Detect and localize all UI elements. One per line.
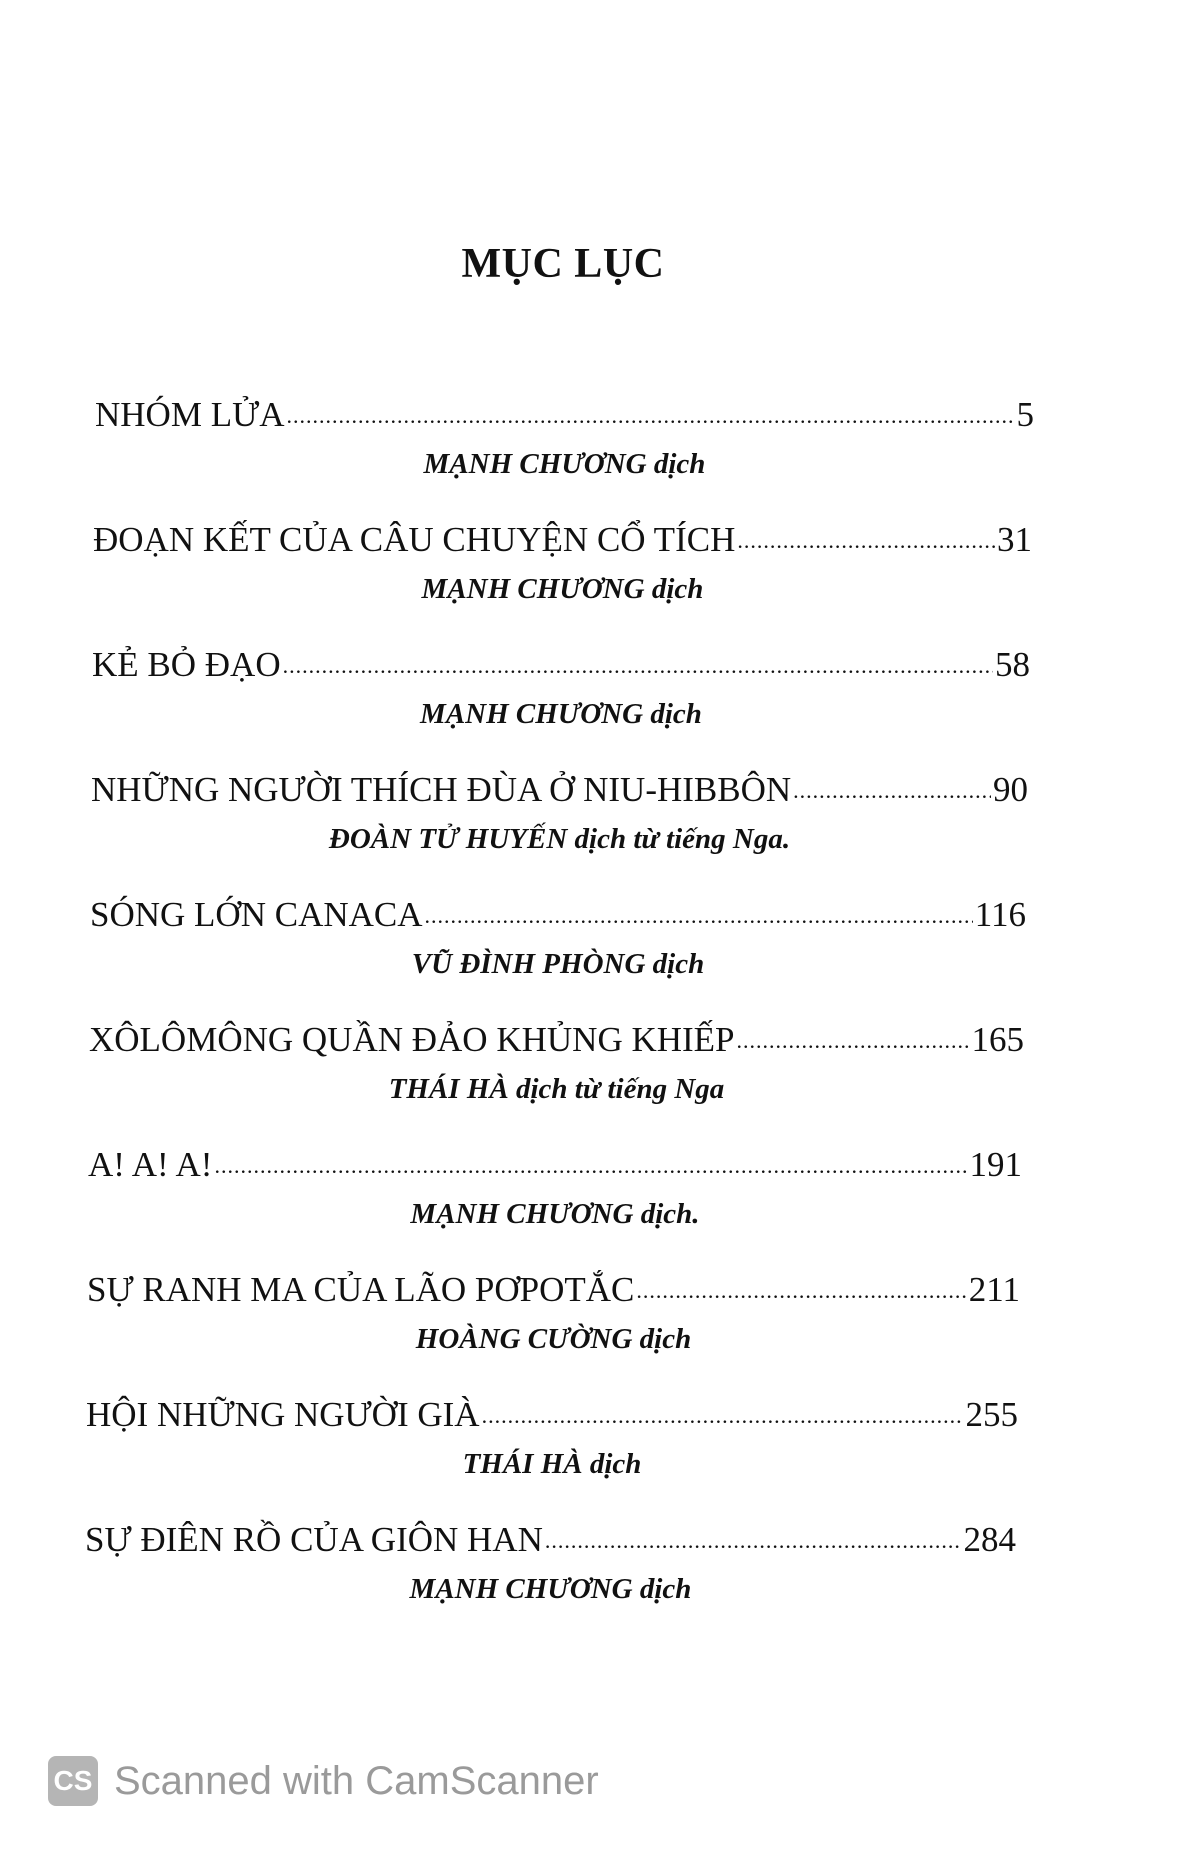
toc-entry [0, 885, 1184, 1010]
toc-entry-line [87, 1260, 1020, 1310]
toc-entry-line [85, 1510, 1016, 1560]
toc-entry-line [91, 760, 1028, 810]
toc-entry [0, 1385, 1184, 1510]
toc-entry-title: SÓNG LỚN CANACA [90, 895, 423, 934]
toc-entry-line [90, 885, 1026, 935]
toc-entry-translator: MẠNH CHƯƠNG dịch [421, 573, 704, 605]
toc-entry-title: NHÓM LỬA [95, 395, 285, 434]
toc-entry-line [89, 1010, 1024, 1060]
toc-entry-title: A! A! A! [88, 1145, 213, 1184]
camscanner-logo-icon: CS [48, 1756, 98, 1806]
toc-entry-line [93, 510, 1032, 560]
toc-entry-translator: ĐOÀN TỬ HUYẾN dịch từ tiếng Nga. [328, 823, 791, 855]
toc-entry-page: 191 [969, 1145, 1022, 1184]
camscanner-watermark [48, 1756, 599, 1806]
dot-leader [545, 1530, 962, 1552]
toc-entry-page: 31 [997, 520, 1032, 559]
toc-entry-translator: HOÀNG CƯỜNG dịch [415, 1323, 692, 1355]
toc-entry [0, 1510, 1184, 1635]
toc-entry-title: SỰ RANH MA CỦA LÃO PƠPOTẮC [87, 1270, 635, 1309]
dot-leader [287, 405, 1015, 427]
toc-entry-translator: MẠNH CHƯƠNG dịch [423, 448, 706, 480]
toc-list [0, 385, 1184, 1635]
toc-entry-title: HỘI NHỮNG NGƯỜI GIÀ [86, 1395, 480, 1434]
dot-leader [793, 780, 991, 802]
toc-entry-title: XÔLÔMÔNG QUẦN ĐẢO KHỦNG KHIẾP [89, 1020, 735, 1059]
toc-entry-translator: MẠNH CHƯƠNG dịch. [410, 1198, 700, 1230]
toc-entry-page: 284 [963, 1520, 1016, 1559]
toc-entry [0, 635, 1184, 760]
toc-entry-translator: MẠNH CHƯƠNG dịch [409, 1573, 692, 1605]
toc-entry [0, 1010, 1184, 1135]
toc-entry-translator: THÁI HÀ dịch từ tiếng Nga [388, 1073, 725, 1105]
toc-entry-title: ĐOẠN KẾT CỦA CÂU CHUYỆN CỔ TÍCH [93, 520, 736, 559]
toc-entry-page: 165 [971, 1020, 1024, 1059]
dot-leader [482, 1405, 964, 1427]
toc-entry-line [92, 635, 1030, 685]
watermark-text: Scanned with CamScanner [114, 1758, 599, 1803]
toc-entry-title: NHỮNG NGƯỜI THÍCH ĐÙA Ở NIU-HIBBÔN [91, 770, 792, 809]
toc-entry-translator: THÁI HÀ dịch [462, 1448, 642, 1480]
toc-entry-translator: VŨ ĐÌNH PHÒNG dịch [411, 948, 705, 980]
toc-entry-line [88, 1135, 1022, 1185]
toc-title: MỤC LỤC [461, 241, 665, 287]
toc-entry-title: KẺ BỎ ĐẠO [92, 645, 281, 684]
toc-entry [0, 760, 1184, 885]
toc-entry-line [95, 385, 1034, 435]
dot-leader [425, 905, 973, 927]
toc-entry-page: 90 [993, 770, 1028, 809]
dot-leader [214, 1155, 967, 1177]
toc-entry-page: 255 [965, 1395, 1018, 1434]
toc-entry-page: 5 [1016, 395, 1034, 434]
toc-entry-page: 211 [968, 1270, 1020, 1309]
toc-entry-translator: MẠNH CHƯƠNG dịch [420, 698, 702, 730]
toc-entry-line [86, 1385, 1018, 1435]
toc-entry-page: 58 [995, 645, 1030, 684]
toc-entry [0, 1260, 1184, 1385]
toc-entry-title: SỰ ĐIÊN RỒ CỦA GIÔN HAN [85, 1520, 543, 1559]
dot-leader [737, 1030, 970, 1052]
toc-entry-page: 116 [974, 895, 1026, 934]
dot-leader [737, 530, 995, 552]
toc-entry [0, 385, 1184, 510]
toc-entry [0, 510, 1184, 635]
dot-leader [283, 655, 993, 677]
dot-leader [636, 1280, 966, 1302]
toc-entry [0, 1135, 1184, 1260]
